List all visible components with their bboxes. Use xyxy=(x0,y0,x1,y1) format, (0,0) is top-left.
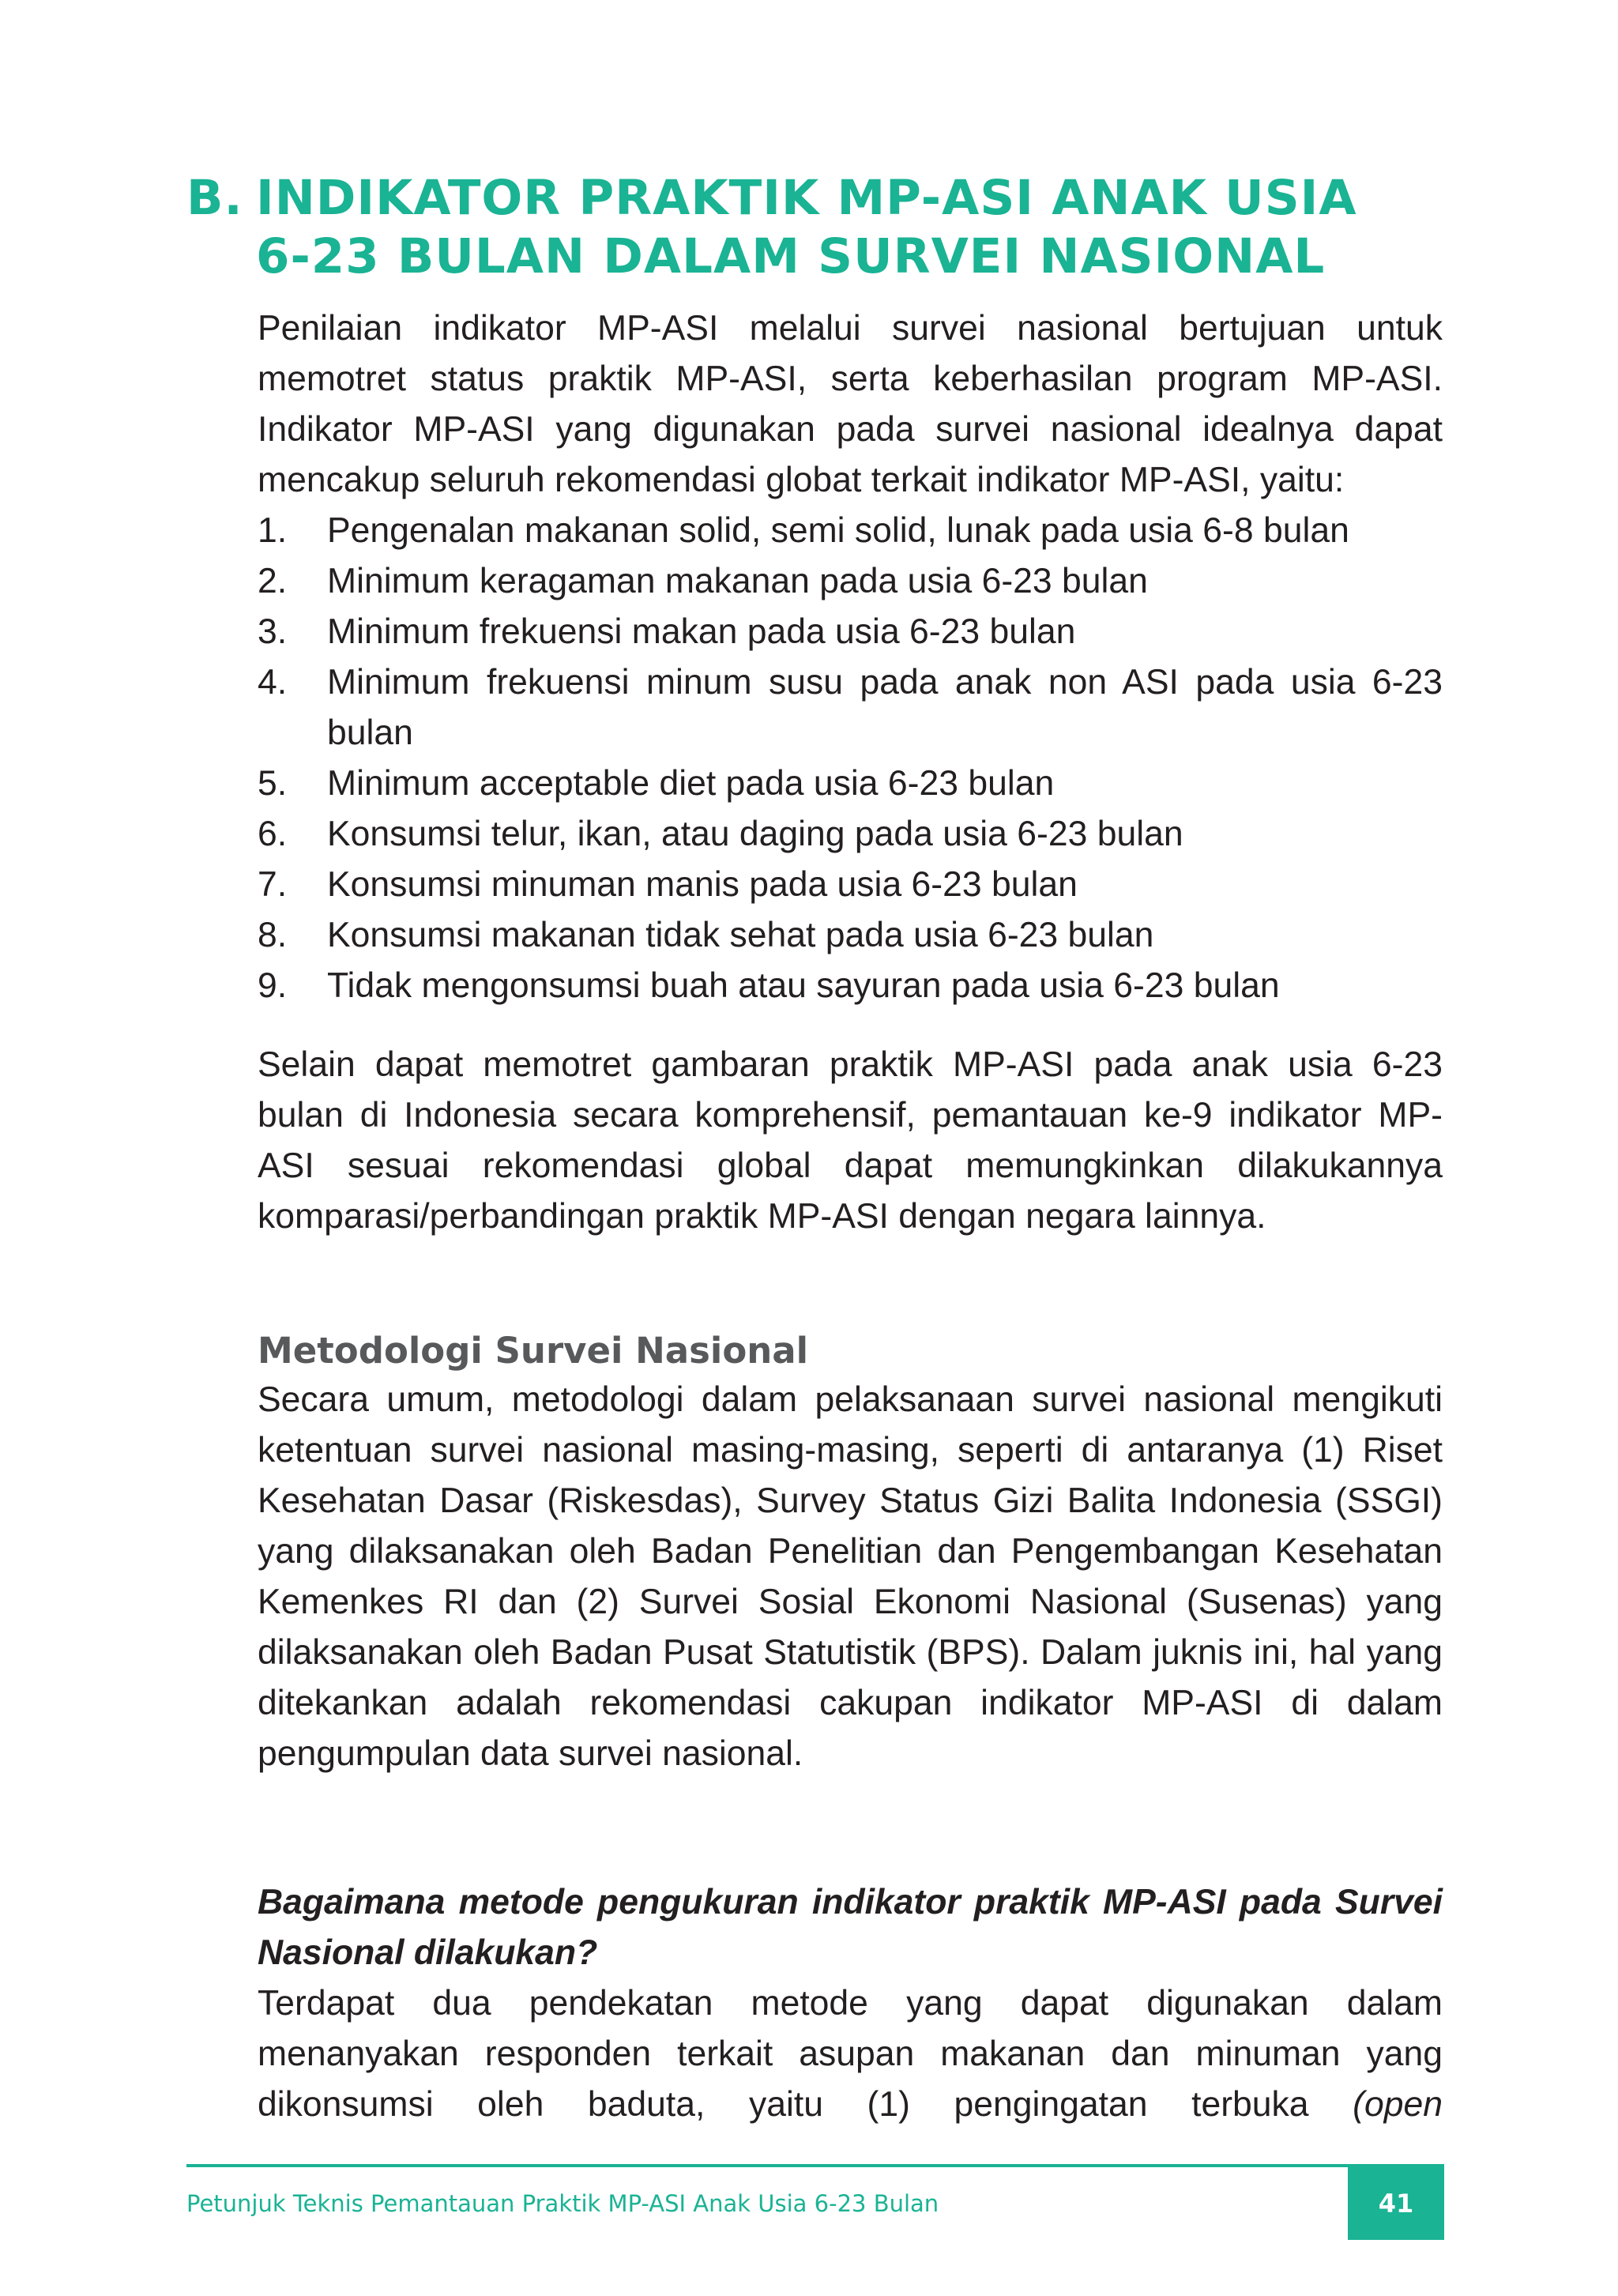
section-title-line-1: INDIKATOR PRAKTIK MP-ASI ANAK USIA xyxy=(256,170,1357,226)
list-item: 4. Minimum frekuensi minum susu pada anak non ASI pada usia 6-23 bulan xyxy=(258,663,1443,752)
footer-title: Petunjuk Teknis Pemantauan Praktik MP-ASI Anak Usia 6-23 Bulan xyxy=(186,2190,939,2217)
list-item: 9. Tidak mengonsumsi buah atau sayuran pada usia 6-23 bulan xyxy=(258,966,1280,1005)
footer-divider xyxy=(186,2164,1444,2167)
list-item: 7. Konsumsi minuman manis pada usia 6-23 bulan xyxy=(258,865,1078,904)
section-title-line-2: 6-23 BULAN DALAM SURVEI NASIONAL xyxy=(256,228,1326,284)
method-paragraph-italic: (open xyxy=(1353,2085,1443,2124)
list-item: 6. Konsumsi telur, ikan, atau daging pada usia 6-23 bulan xyxy=(258,815,1183,853)
methodology-subheading: Metodologi Survei Nasional xyxy=(258,1330,809,1372)
list-item: 3. Minimum frekuensi makan pada usia 6-23 bulan xyxy=(258,612,1076,651)
intro-paragraph: Penilaian indikator MP-ASI melalui survei nasional bertujuan untuk memotret status praktik MP-ASI, serta keberhasilan program MP-ASI. Indikator MP-ASI yang digunakan pada survei nasional idealnya dapat mencakup seluruh rekomendasi globat terkait indikator MP-ASI, yaitu: xyxy=(258,309,1443,499)
indicator-list xyxy=(258,506,1443,1011)
page-number: 41 xyxy=(1348,2167,1444,2240)
question-heading: Bagaimana metode pengukuran indikator praktik MP-ASI pada Survei Nasional dilakukan? xyxy=(258,1883,1443,1972)
list-item: 5. Minimum acceptable diet pada usia 6-23 bulan xyxy=(258,764,1055,803)
list-item: 2. Minimum keragaman makanan pada usia 6-23 bulan xyxy=(258,562,1148,600)
section-letter: B. xyxy=(186,170,243,226)
methodology-paragraph: Secara umum, metodologi dalam pelaksanaan survei nasional mengikuti ketentuan survei nasional masing-masing, seperti di antaranya (1) Riset Kesehatan Dasar (Riskesdas), Survey Status Gizi Balita Indonesia (SSGI) yang dilaksanakan oleh Badan Penelitian dan Pengembangan Kesehatan Kemenkes RI dan (2) Survei Sosial Ekonomi Nasional (Susenas) yang dilaksanakan oleh Badan Pusat Statutistik (BPS). Dalam juknis ini, hal yang ditekankan adalah rekomendasi cakupan indikator MP-ASI di dalam pengumpulan data survei nasional. xyxy=(258,1380,1443,1773)
method-paragraph-text: Terdapat dua pendekatan metode yang dapat digunakan dalam menanyakan responden terkait asupan makanan dan minuman yang dikonsumsi oleh baduta, yaitu (1) pengingatan terbuka xyxy=(258,1984,1443,2124)
section-heading xyxy=(186,169,1451,286)
method-paragraph xyxy=(258,1978,1443,2130)
list-item: 1. Pengenalan makanan solid, semi solid, lunak pada usia 6-8 bulan xyxy=(258,511,1349,550)
list-item: 8. Konsumsi makanan tidak sehat pada usia 6-23 bulan xyxy=(258,916,1154,954)
comparison-paragraph: Selain dapat memotret gambaran praktik MP-ASI pada anak usia 6-23 bulan di Indonesia secara komprehensif, pemantauan ke-9 indikator MP-ASI sesuai rekomendasi global dapat memungkinkan dilakukannya komparasi/perbandingan praktik MP-ASI dengan negara lainnya. xyxy=(258,1045,1443,1236)
